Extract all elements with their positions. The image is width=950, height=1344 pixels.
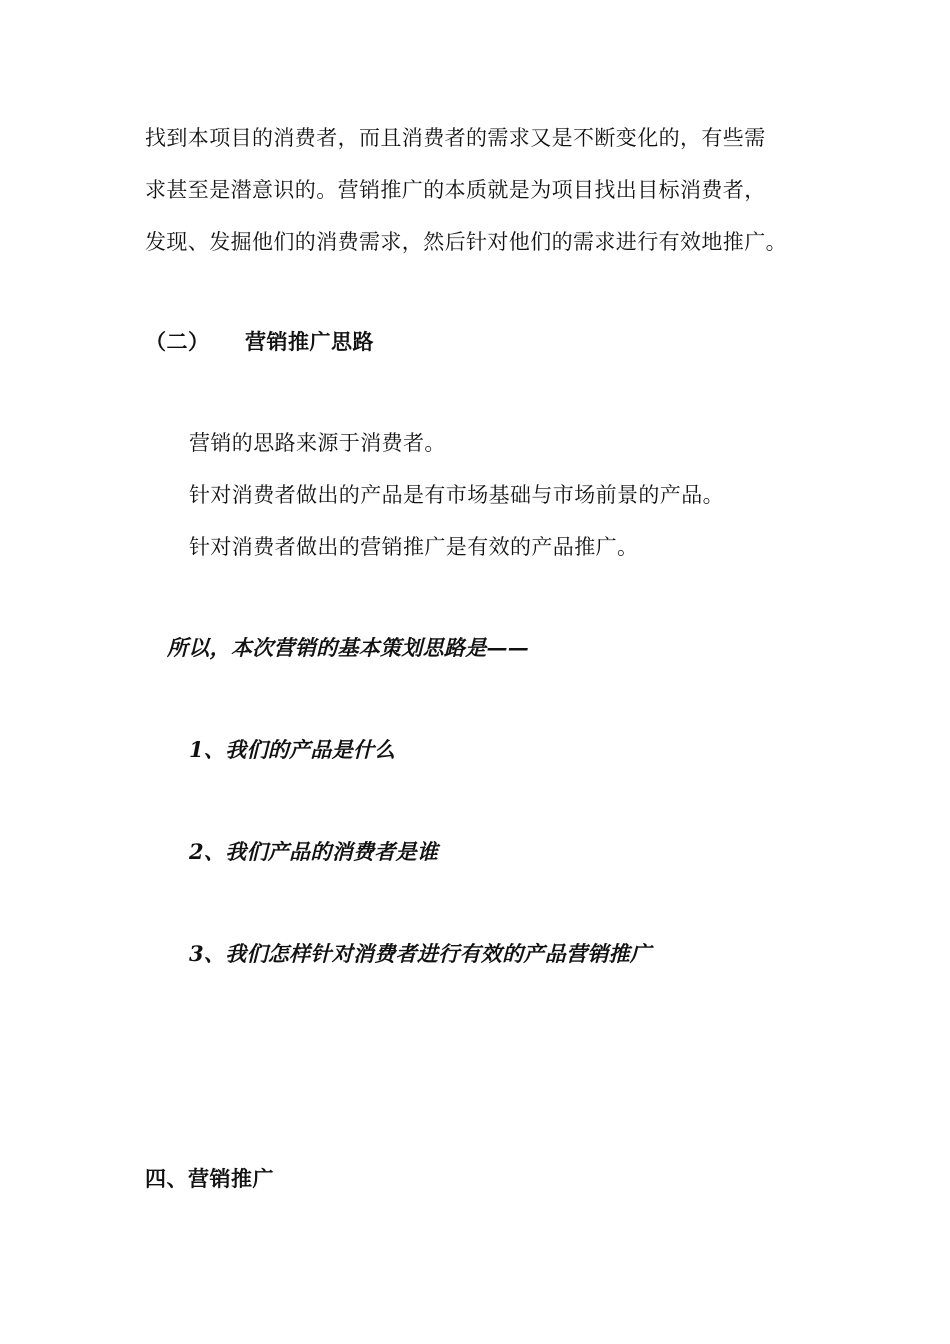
paragraph-line-2: 求甚至是潜意识的。营销推广的本质就是为项目找出目标消费者， [145,178,766,202]
step-item-3: 3、我们怎样针对消费者进行有效的产品营销推广 [189,941,652,966]
idea-line-2: 针对消费者做出的产品是有市场基础与市场前景的产品。 [189,483,724,507]
idea-line-3: 针对消费者做出的营销推广是有效的产品推广。 [189,535,639,559]
paragraph-line-1: 找到本项目的消费者，而且消费者的需求又是不断变化的，有些需 [145,126,766,150]
step-item-1: 1、我们的产品是什么 [189,737,396,762]
section-4-title: 四、营销推广 [145,1166,274,1191]
paragraph-line-3: 发现、发掘他们的消费需求，然后针对他们的需求进行有效地推广。 [145,230,787,254]
step-item-2: 2、我们产品的消费者是谁 [189,839,439,864]
idea-line-1: 营销的思路来源于消费者。 [189,431,446,455]
section-2-title: 营销推广思路 [245,329,374,354]
conclusion-line: 所以，本次营销的基本策划思路是—— [167,635,530,660]
section-2-number: （二） [145,329,210,354]
